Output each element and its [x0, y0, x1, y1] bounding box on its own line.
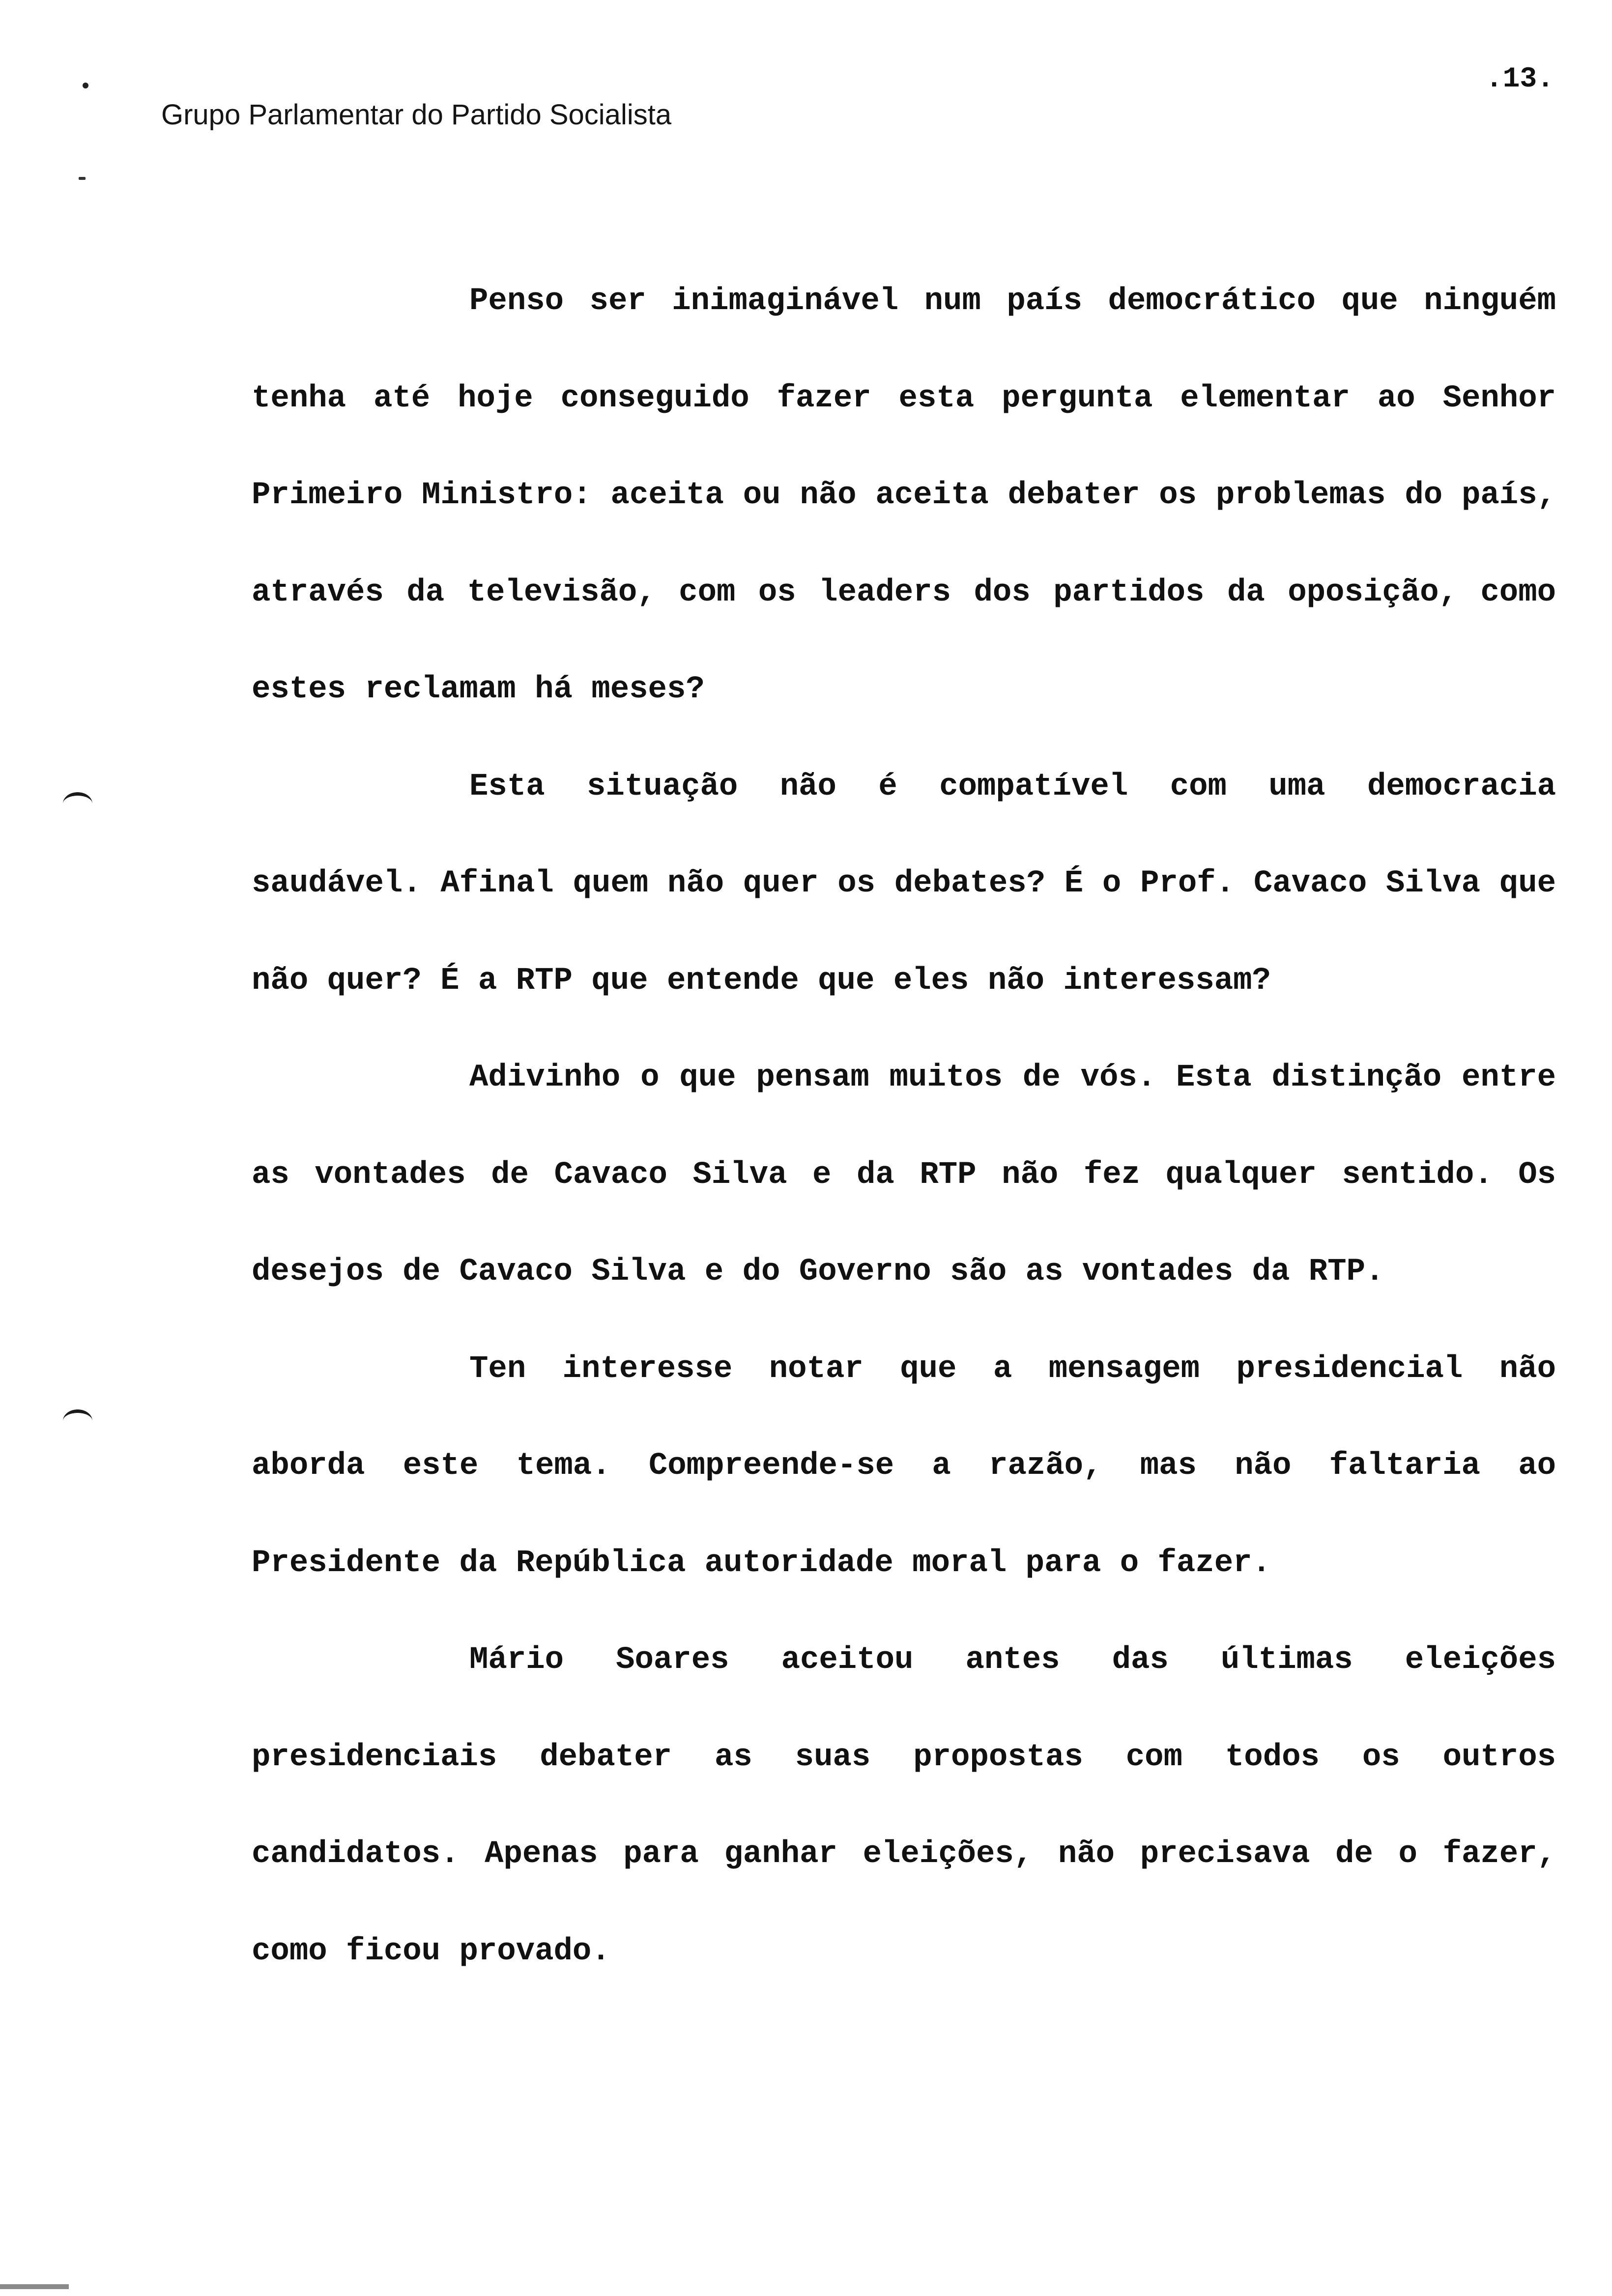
scan-tick-mark [79, 177, 86, 180]
organization-header: Grupo Parlamentar do Partido Socialista [161, 99, 672, 131]
scan-arc-mark [63, 1409, 92, 1433]
scan-dot-mark [83, 83, 88, 88]
paragraph: Penso ser inimaginável num país democrático que ninguém tenha até hoje conseguido fazer esta pergunta elementar ao Senhor Primeiro Ministro: aceita ou não aceita debater os problemas do país, através da televisão, com os leaders dos partidos da oposição, como estes reclamam há meses? [252, 284, 1556, 707]
paragraph: Esta situação não é compatível com uma democracia saudável. Afinal quem não quer os debates? É o Prof. Cavaco Silva que não quer? É a RTP que entende que eles não interessam? [252, 769, 1556, 999]
page-number: .13. [1485, 63, 1554, 95]
paragraph: Adivinho o que pensam muitos de vós. Esta distinção entre as vontades de Cavaco Silva e da RTP não fez qualquer sentido. Os desejos de Cavaco Silva e do Governo são as vontades da RTP. [252, 1060, 1556, 1290]
body-text [252, 253, 1556, 2000]
paragraph: Ten interesse notar que a mensagem presidencial não aborda este tema. Compreende-se a razão, mas não faltaria ao Presidente da República autoridade moral para o fazer. [252, 1351, 1556, 1581]
scan-arc-mark [63, 792, 92, 815]
scan-edge-mark [0, 2284, 69, 2289]
paragraph: Mário Soares aceitou antes das últimas eleições presidenciais debater as suas propostas com todos os outros candidatos. Apenas para ganhar eleições, não precisava de o fazer, como ficou provado. [252, 1642, 1556, 1969]
